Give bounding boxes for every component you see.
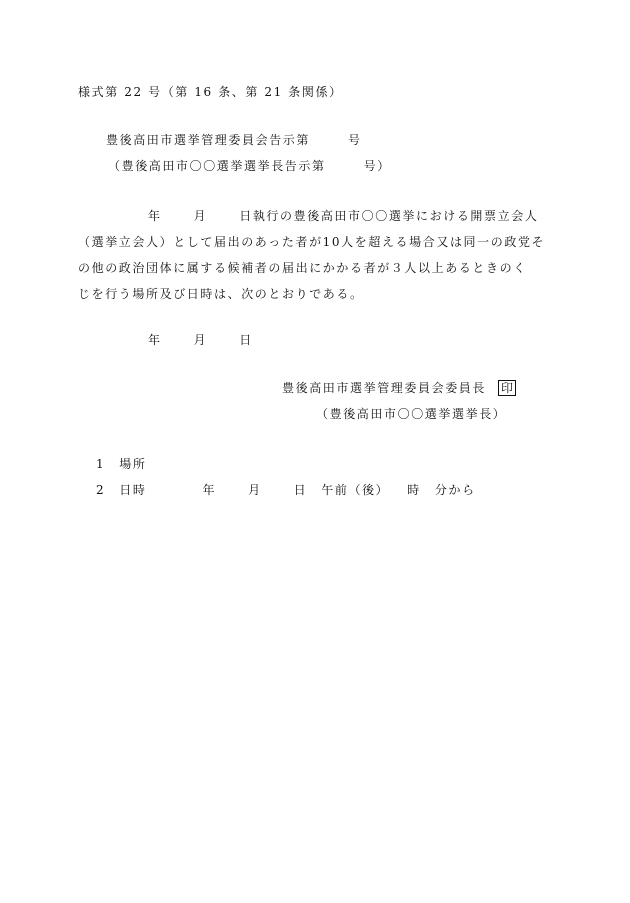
datetime-day: 日 [293, 483, 308, 497]
item-place [96, 456, 146, 472]
notice-date-month: 月 [193, 333, 208, 347]
body-line-4: じを行う場所及び日時は、次のとおりである。 [78, 287, 364, 301]
notice-number-prefix: 豊後高田市選挙管理委員会告示第 [106, 133, 311, 147]
notice-date [148, 332, 253, 348]
date-year-unit: 年 [148, 209, 162, 223]
item-datetime [96, 482, 476, 498]
notice-number-suffix: 号 [348, 133, 362, 147]
datetime-minute-from: 分から [434, 483, 476, 497]
datetime-year: 年 [202, 483, 217, 497]
form-header: 様式第 22 号（第 16 条、第 21 条関係） [78, 85, 343, 99]
notice-number-line [106, 132, 362, 148]
body-text-1: 日執行の豊後高田市〇〇選挙における開票立会人 [239, 209, 539, 223]
datetime-month: 月 [248, 483, 262, 497]
signature-line [282, 380, 516, 396]
notice-number-alt-line [108, 158, 391, 174]
body-line-1 [78, 208, 538, 224]
datetime-hour: 時 [407, 483, 421, 497]
item-number: 2 [96, 483, 106, 497]
notice-date-day: 日 [239, 333, 253, 347]
item-number: 1 [96, 457, 106, 471]
item-label: 日時 [119, 483, 147, 497]
body-line-2: （選挙立会人）として届出のあった者が10人を超える場合又は同一の政党そ [78, 235, 546, 249]
date-month-unit: 月 [193, 209, 208, 223]
body-line-3: の他の政治団体に属する候補者の届出にかかる者が３人以上あるときのく [78, 261, 527, 275]
notice-number-alt-suffix: 号） [363, 159, 391, 173]
signature-alt-title: （豊後高田市〇〇選挙選挙長） [316, 407, 507, 421]
notice-date-year: 年 [148, 333, 162, 347]
notice-number-alt-prefix: （豊後高田市〇〇選挙選挙長告示第 [108, 159, 326, 173]
item-label: 場所 [119, 457, 147, 471]
datetime-ampm: 午前（後） [321, 483, 390, 497]
signature-title: 豊後高田市選挙管理委員会委員長 [282, 381, 487, 395]
seal-box: 印 [498, 380, 516, 396]
